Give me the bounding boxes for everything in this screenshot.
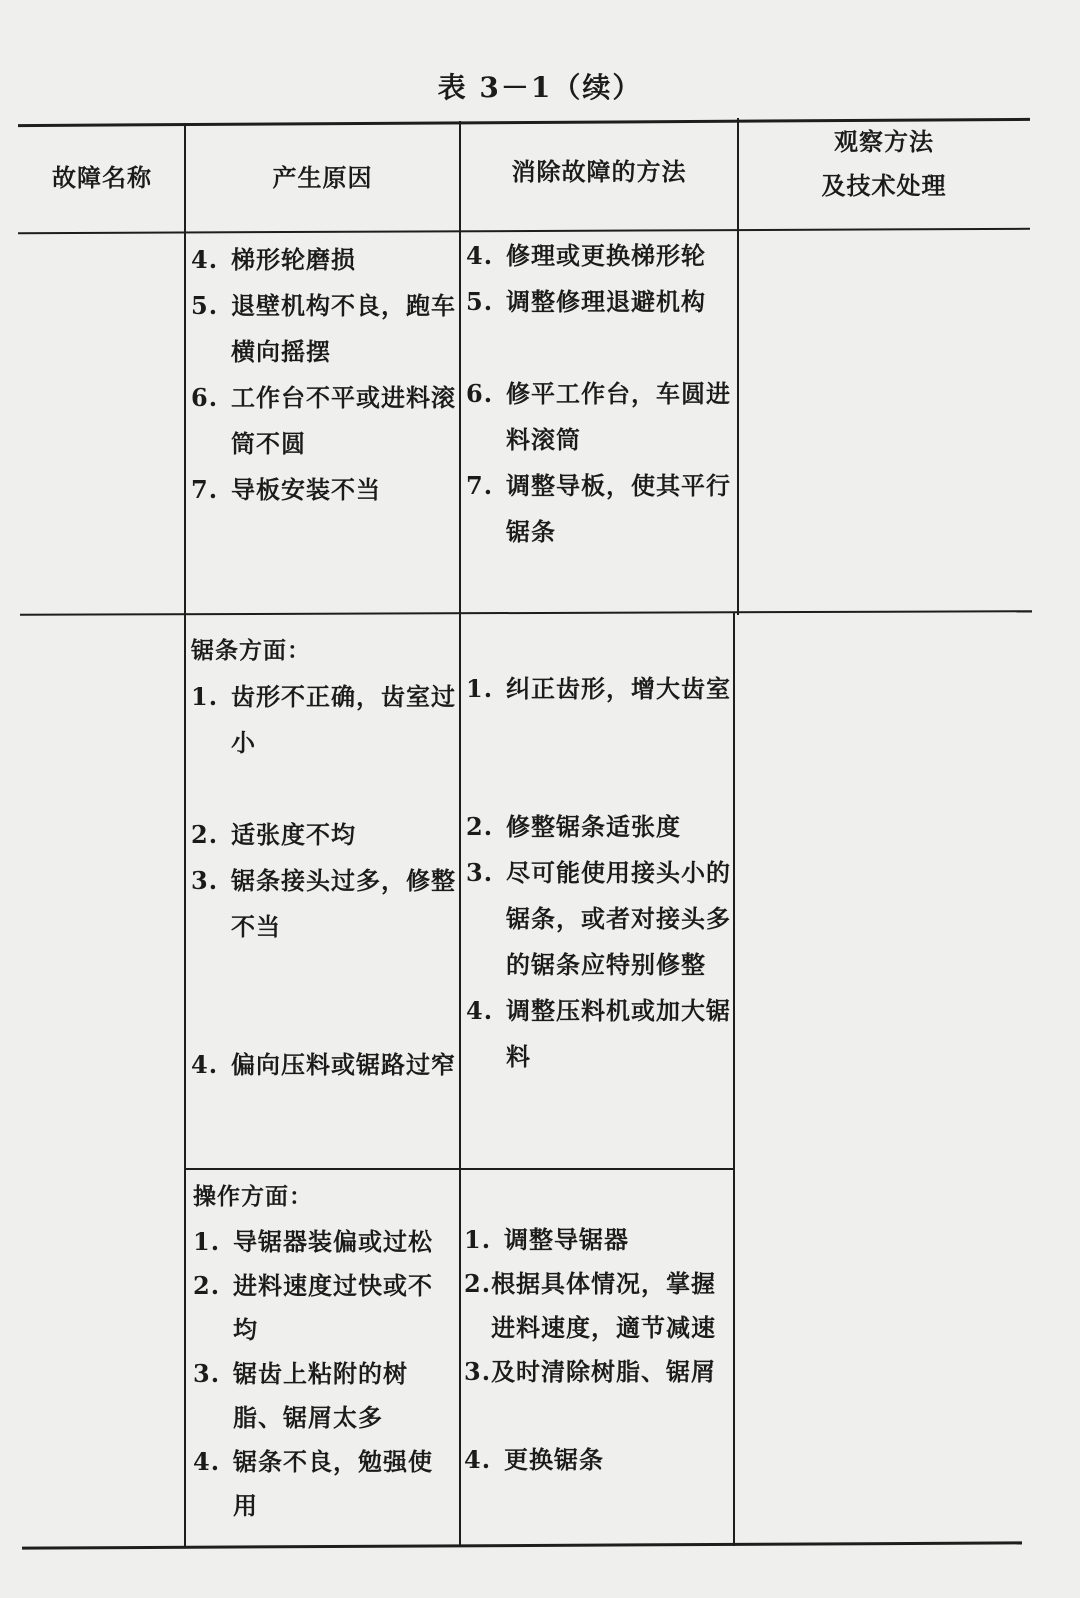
- header-observation-line2: 及技术处理: [821, 171, 947, 200]
- list-item: 3. 锯齿上粘附的树脂、锯屑太多: [193, 1359, 408, 1432]
- bottom-rule: [22, 1541, 1022, 1549]
- list-item: 4. 偏向压料或锯路过窄: [191, 1050, 456, 1079]
- list-item: 1. 导锯器装偏或过松: [193, 1227, 433, 1256]
- list-item: 2. 适张度不均: [191, 820, 356, 849]
- list-item: 4. 更换锯条: [464, 1445, 604, 1474]
- header-observation: [739, 120, 1029, 208]
- block1-remedies: [466, 233, 734, 555]
- header-observation-line1: 观察方法: [834, 127, 934, 156]
- table-title: 表 3－1（续）: [437, 71, 643, 104]
- block2-causes: [191, 628, 457, 1088]
- block3-heading: 操作方面：: [193, 1183, 313, 1210]
- list-item: 5. 调整修理退避机构: [466, 287, 706, 316]
- list-item: 2. 修整锯条适张度: [466, 812, 681, 841]
- header-fault-name: 故障名称: [52, 163, 152, 192]
- list-item: 1. 齿形不正确，齿室过小: [191, 682, 456, 757]
- block2-heading: 锯条方面：: [191, 637, 311, 664]
- list-item: 3. 及时清除树脂、锯屑: [464, 1357, 717, 1386]
- list-item: 4. 锯条不良，勉强使用: [193, 1447, 433, 1520]
- list-item: 3. 尽可能使用接头小的锯条，或者对接头多的锯条应特别修整: [466, 858, 731, 979]
- row1-bottom-rule: [20, 610, 1032, 616]
- header-remedy: 消除故障的方法: [511, 157, 687, 186]
- list-item: 5. 退壁机构不良，跑车横向摇摆: [191, 291, 456, 366]
- list-item: 6. 工作台不平或进料滚筒不圆: [191, 383, 456, 458]
- header-cause: 产生原因: [272, 163, 373, 192]
- col-divider-1: [184, 123, 186, 1546]
- list-item: 1. 调整导锯器: [464, 1225, 629, 1254]
- list-item: 4. 修理或更换梯形轮: [466, 241, 706, 270]
- block2-remedies: [466, 666, 732, 1080]
- list-item: 4. 调整压料机或加大锯料: [466, 996, 731, 1071]
- block3-causes: [193, 1174, 457, 1528]
- list-item: 7. 调整导板，使其平行锯条: [466, 471, 731, 546]
- list-item: 3. 锯条接头过多，修整不当: [191, 866, 456, 941]
- list-item: 6. 修平工作台，车圆进料滚筒: [466, 379, 731, 454]
- list-item: 1. 纠正齿形，增大齿室: [466, 674, 731, 703]
- col-divider-2: [459, 121, 461, 1546]
- list-item: 2. 根据具体情况，掌握进料速度，適节减速: [464, 1269, 717, 1342]
- list-item: 2. 进料速度过快或不均: [193, 1271, 433, 1344]
- block1-causes: [191, 237, 457, 513]
- list-item: 4. 梯形轮磨损: [191, 245, 356, 274]
- col-divider-3-lower: [733, 612, 735, 1546]
- list-item: 7. 导板安装不当: [191, 475, 381, 504]
- block3-remedies: [464, 1218, 730, 1482]
